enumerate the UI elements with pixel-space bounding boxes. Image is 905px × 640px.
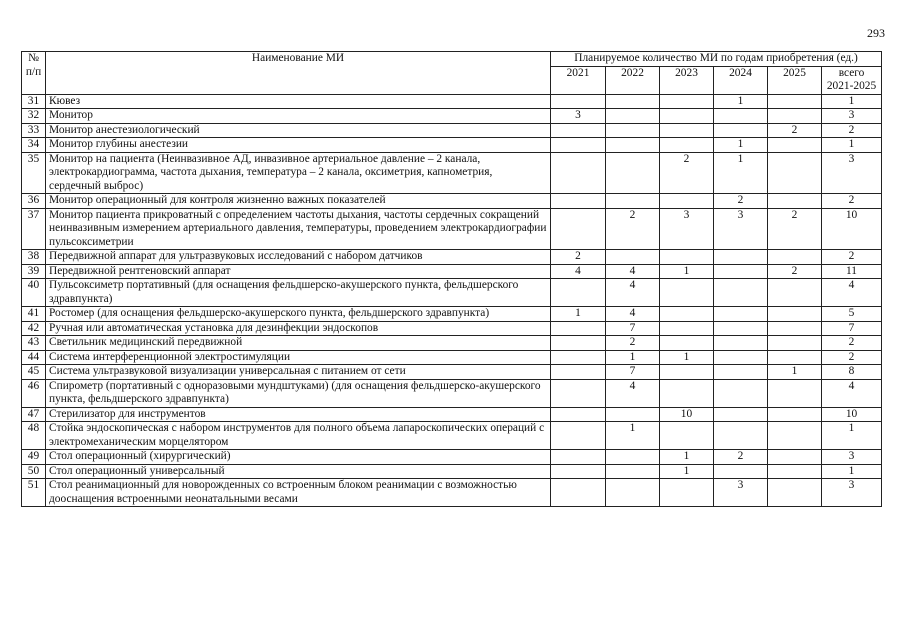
table-row xyxy=(22,379,882,407)
total-cell: 1 xyxy=(822,94,882,109)
total-cell: 10 xyxy=(822,407,882,422)
row-number: 47 xyxy=(22,407,46,422)
year-value-cell xyxy=(768,422,822,450)
year-value-cell xyxy=(714,379,768,407)
total-cell: 4 xyxy=(822,279,882,307)
row-number: 37 xyxy=(22,208,46,250)
year-value-cell: 1 xyxy=(660,264,714,279)
total-cell: 7 xyxy=(822,321,882,336)
year-value-cell xyxy=(714,279,768,307)
table-row xyxy=(22,152,882,194)
row-number: 45 xyxy=(22,365,46,380)
row-number: 32 xyxy=(22,109,46,124)
year-value-cell xyxy=(606,152,660,194)
table-row xyxy=(22,464,882,479)
item-name: Стерилизатор для инструментов xyxy=(46,407,551,422)
total-cell: 1 xyxy=(822,464,882,479)
year-value-cell xyxy=(551,450,606,465)
year-value-cell xyxy=(768,307,822,322)
year-value-cell xyxy=(768,109,822,124)
year-value-cell xyxy=(660,109,714,124)
year-value-cell xyxy=(768,407,822,422)
year-value-cell xyxy=(660,194,714,209)
year-value-cell xyxy=(551,138,606,153)
year-value-cell: 1 xyxy=(606,350,660,365)
year-value-cell xyxy=(768,138,822,153)
header-row-1 xyxy=(22,52,882,67)
year-value-cell xyxy=(551,152,606,194)
year-value-cell: 2 xyxy=(660,152,714,194)
table-row xyxy=(22,422,882,450)
table-row xyxy=(22,321,882,336)
year-value-cell xyxy=(714,250,768,265)
year-value-cell xyxy=(606,250,660,265)
row-number: 42 xyxy=(22,321,46,336)
header-number-line1: № xyxy=(28,52,39,64)
item-name: Кювез xyxy=(46,94,551,109)
year-value-cell xyxy=(714,264,768,279)
year-value-cell: 4 xyxy=(551,264,606,279)
year-value-cell xyxy=(660,336,714,351)
total-cell: 4 xyxy=(822,379,882,407)
year-value-cell: 1 xyxy=(768,365,822,380)
table-row xyxy=(22,264,882,279)
row-number: 33 xyxy=(22,123,46,138)
year-value-cell: 1 xyxy=(606,422,660,450)
year-value-cell: 2 xyxy=(714,194,768,209)
header-year: 2025 xyxy=(768,66,822,94)
year-value-cell: 1 xyxy=(714,94,768,109)
year-value-cell xyxy=(606,194,660,209)
header-total: всего 2021-2025 xyxy=(822,66,882,94)
year-value-cell: 1 xyxy=(551,307,606,322)
total-cell: 2 xyxy=(822,250,882,265)
year-value-cell xyxy=(660,422,714,450)
item-name: Стол операционный (хирургический) xyxy=(46,450,551,465)
table-row xyxy=(22,479,882,507)
table-row xyxy=(22,123,882,138)
table-row xyxy=(22,350,882,365)
table-row xyxy=(22,336,882,351)
header-year: 2022 xyxy=(606,66,660,94)
year-value-cell xyxy=(660,138,714,153)
year-value-cell xyxy=(606,109,660,124)
year-value-cell xyxy=(714,123,768,138)
row-number: 49 xyxy=(22,450,46,465)
total-cell: 10 xyxy=(822,208,882,250)
year-value-cell xyxy=(714,464,768,479)
year-value-cell xyxy=(768,321,822,336)
row-number: 36 xyxy=(22,194,46,209)
row-number: 48 xyxy=(22,422,46,450)
header-year: 2023 xyxy=(660,66,714,94)
year-value-cell: 2 xyxy=(714,450,768,465)
year-value-cell: 1 xyxy=(660,450,714,465)
row-number: 50 xyxy=(22,464,46,479)
total-cell: 11 xyxy=(822,264,882,279)
year-value-cell xyxy=(606,450,660,465)
year-value-cell xyxy=(551,379,606,407)
page-number: 293 xyxy=(867,26,885,40)
year-value-cell xyxy=(714,321,768,336)
item-name: Стол операционный универсальный xyxy=(46,464,551,479)
item-name: Ручная или автоматическая установка для дезинфекции эндоскопов xyxy=(46,321,551,336)
item-name: Монитор анестезиологический xyxy=(46,123,551,138)
year-value-cell: 2 xyxy=(768,123,822,138)
year-value-cell xyxy=(660,321,714,336)
year-value-cell xyxy=(551,422,606,450)
total-cell: 3 xyxy=(822,450,882,465)
year-value-cell xyxy=(768,94,822,109)
row-number: 38 xyxy=(22,250,46,265)
year-value-cell xyxy=(551,365,606,380)
year-value-cell: 3 xyxy=(714,479,768,507)
item-name: Монитор глубины анестезии xyxy=(46,138,551,153)
table-row xyxy=(22,208,882,250)
year-value-cell xyxy=(660,250,714,265)
year-value-cell xyxy=(551,407,606,422)
year-value-cell xyxy=(551,208,606,250)
header-number-line2: п/п xyxy=(25,65,42,78)
header-year: 2024 xyxy=(714,66,768,94)
item-name: Передвижной аппарат для ультразвуковых исследований с набором датчиков xyxy=(46,250,551,265)
year-value-cell xyxy=(551,464,606,479)
year-value-cell: 2 xyxy=(551,250,606,265)
year-value-cell: 3 xyxy=(714,208,768,250)
total-cell: 3 xyxy=(822,479,882,507)
year-value-cell xyxy=(660,94,714,109)
year-value-cell xyxy=(551,321,606,336)
year-value-cell xyxy=(660,365,714,380)
year-value-cell xyxy=(660,307,714,322)
header-number xyxy=(22,52,46,95)
table-row xyxy=(22,194,882,209)
year-value-cell xyxy=(606,464,660,479)
header-year: 2021 xyxy=(551,66,606,94)
year-value-cell: 3 xyxy=(551,109,606,124)
year-value-cell xyxy=(768,450,822,465)
year-value-cell: 2 xyxy=(768,264,822,279)
year-value-cell xyxy=(768,279,822,307)
year-value-cell xyxy=(551,350,606,365)
year-value-cell xyxy=(660,279,714,307)
year-value-cell xyxy=(660,379,714,407)
total-cell: 8 xyxy=(822,365,882,380)
year-value-cell: 3 xyxy=(660,208,714,250)
year-value-cell: 4 xyxy=(606,279,660,307)
year-value-cell xyxy=(768,479,822,507)
year-value-cell xyxy=(768,336,822,351)
year-value-cell: 1 xyxy=(714,152,768,194)
year-value-cell xyxy=(768,250,822,265)
table-row xyxy=(22,365,882,380)
total-cell: 3 xyxy=(822,152,882,194)
year-value-cell xyxy=(660,123,714,138)
year-value-cell: 2 xyxy=(606,336,660,351)
year-value-cell: 4 xyxy=(606,264,660,279)
year-value-cell xyxy=(660,479,714,507)
row-number: 35 xyxy=(22,152,46,194)
year-value-cell xyxy=(714,365,768,380)
total-cell: 5 xyxy=(822,307,882,322)
row-number: 39 xyxy=(22,264,46,279)
item-name: Ростомер (для оснащения фельдшерско-акушерского пункта, фельдшерского здравпункта) xyxy=(46,307,551,322)
table-row xyxy=(22,307,882,322)
header-name: Наименование МИ xyxy=(46,52,551,95)
year-value-cell: 1 xyxy=(660,350,714,365)
table-row xyxy=(22,138,882,153)
table-row xyxy=(22,407,882,422)
item-name: Монитор пациента прикроватный с определением частоты дыхания, частоты сердечных сокращений неинвазивным измерением артериального давления, температуры, проведением электрокардиографии пульсоксиметрии xyxy=(46,208,551,250)
table-row xyxy=(22,279,882,307)
item-name: Монитор на пациента (Неинвазивное АД, инвазивное артериальное давление – 2 канала, электрокардиограмма, частота дыхания, температура – 2 канала, оксиметрия, капнометрия, сердечный выброс) xyxy=(46,152,551,194)
row-number: 51 xyxy=(22,479,46,507)
year-value-cell xyxy=(768,464,822,479)
item-name: Стойка эндоскопическая с набором инструментов для полного объема лапароскопических операций с электромеханическим морцелятором xyxy=(46,422,551,450)
year-value-cell xyxy=(768,194,822,209)
row-number: 34 xyxy=(22,138,46,153)
total-cell: 2 xyxy=(822,194,882,209)
row-number: 41 xyxy=(22,307,46,322)
row-number: 31 xyxy=(22,94,46,109)
year-value-cell xyxy=(714,407,768,422)
table-row xyxy=(22,250,882,265)
year-value-cell: 10 xyxy=(660,407,714,422)
year-value-cell xyxy=(714,422,768,450)
header-years-group: Планируемое количество МИ по годам приобретения (ед.) xyxy=(551,52,882,67)
year-value-cell xyxy=(551,123,606,138)
year-value-cell: 4 xyxy=(606,307,660,322)
year-value-cell xyxy=(714,336,768,351)
item-name: Светильник медицинский передвижной xyxy=(46,336,551,351)
equipment-table xyxy=(21,51,882,507)
year-value-cell xyxy=(768,152,822,194)
item-name: Монитор xyxy=(46,109,551,124)
year-value-cell xyxy=(714,350,768,365)
year-value-cell xyxy=(768,350,822,365)
item-name: Стол реанимационный для новорожденных со встроенным блоком реанимации с возможностью дооснащения встроенными неонатальными весами xyxy=(46,479,551,507)
year-value-cell: 2 xyxy=(768,208,822,250)
year-value-cell xyxy=(606,138,660,153)
item-name: Система ультразвуковой визуализации универсальная с питанием от сети xyxy=(46,365,551,380)
year-value-cell xyxy=(551,94,606,109)
year-value-cell xyxy=(551,336,606,351)
item-name: Пульсоксиметр портативный (для оснащения фельдшерско-акушерского пункта, фельдшерского здравпункта) xyxy=(46,279,551,307)
year-value-cell: 4 xyxy=(606,379,660,407)
year-value-cell xyxy=(606,407,660,422)
item-name: Система интерференционной электростимуляции xyxy=(46,350,551,365)
table-row xyxy=(22,450,882,465)
row-number: 46 xyxy=(22,379,46,407)
year-value-cell xyxy=(714,307,768,322)
total-cell: 1 xyxy=(822,138,882,153)
row-number: 44 xyxy=(22,350,46,365)
total-cell: 2 xyxy=(822,350,882,365)
year-value-cell xyxy=(768,379,822,407)
year-value-cell xyxy=(551,279,606,307)
year-value-cell xyxy=(714,109,768,124)
item-name: Монитор операционный для контроля жизненно важных показателей xyxy=(46,194,551,209)
year-value-cell xyxy=(606,479,660,507)
year-value-cell: 1 xyxy=(660,464,714,479)
table-body xyxy=(22,94,882,507)
year-value-cell: 2 xyxy=(606,208,660,250)
total-cell: 3 xyxy=(822,109,882,124)
table-row xyxy=(22,109,882,124)
total-cell: 2 xyxy=(822,123,882,138)
year-value-cell: 7 xyxy=(606,365,660,380)
table-row xyxy=(22,94,882,109)
year-value-cell xyxy=(606,123,660,138)
row-number: 40 xyxy=(22,279,46,307)
item-name: Спирометр (портативный с одноразовыми мундштуками) (для оснащения фельдшерско-акушерского пункта, фельдшерского здравпункта) xyxy=(46,379,551,407)
total-cell: 1 xyxy=(822,422,882,450)
row-number: 43 xyxy=(22,336,46,351)
year-value-cell: 7 xyxy=(606,321,660,336)
year-value-cell xyxy=(551,479,606,507)
item-name: Передвижной рентгеновский аппарат xyxy=(46,264,551,279)
total-cell: 2 xyxy=(822,336,882,351)
year-value-cell xyxy=(606,94,660,109)
year-value-cell xyxy=(551,194,606,209)
year-value-cell: 1 xyxy=(714,138,768,153)
